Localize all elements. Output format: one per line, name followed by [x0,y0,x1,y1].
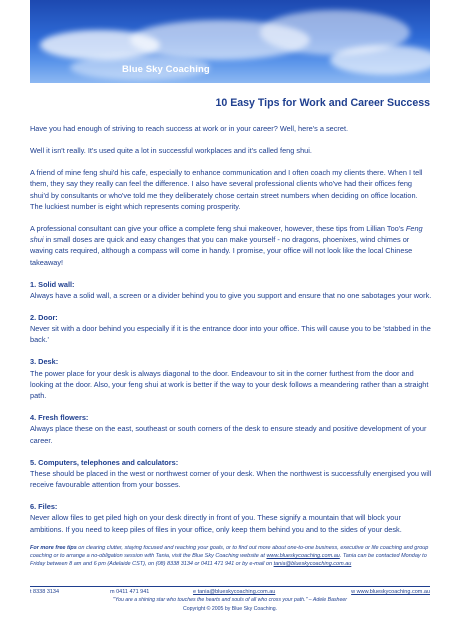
email-link[interactable]: tania@blueskycoaching.com.au [273,560,352,567]
tip-title: 3. Desk: [30,357,59,367]
intro-paragraph: Have you had enough of striving to reach success at work or in your career? Well, here's a secret. [30,124,349,133]
tip-item [30,356,432,401]
footer-text: . Tania can be contacted Monday to Friday between 8 am and 6 pm (Adelaide CST), on (08) 8338 3134 or 0411 471 941 or by e-mail on [30,552,427,567]
brand-title: Blue Sky Coaching [122,64,210,75]
tip-item [30,312,432,346]
tip-title: 1. Solid wall: [30,279,75,289]
mobile-number: m 0411 471 941 [110,589,150,595]
footer-lead: For more free tips [30,545,77,551]
consultant-text: A professional consultant can give your office a complete feng shui makeover, however, these tips from Lillian Too's [30,223,406,233]
tip-text: These should be placed in the west or northwest corner of your desk. When the northwest is successfully energised you will receive favourable attention from your bosses. [30,468,432,489]
consultant-text: in small doses are quick and easy changes that you can make yourself - no dragons, phoenixes, wind chimes or waving cats required, although a compass will come in handy. I promise, your office will not look like the local Chinese takeaway! [30,235,413,267]
tip-title: 5. Computers, telephones and calculators: [30,457,179,467]
tip-text: Never allow files to get piled high on your desk directly in front of you. These signify a mountain that will block your ambitions. If you need to keep piles of files in your office, only keep them behind you and to the sides of your desk. [30,513,402,534]
tip-item [30,501,432,535]
tip-title: 2. Door: [30,312,58,322]
divider [30,586,430,587]
tip-title: 6. Files: [30,502,58,512]
article-body [30,123,432,546]
tip-item [30,412,432,446]
website-link[interactable]: www.blueskycoaching.com.au [266,552,340,559]
tip-title: 4. Fresh flowers: [30,413,89,423]
copyright: Copyright © 2005 by Blue Sky Coaching. [182,606,278,612]
footer-note [30,545,430,569]
cloud-decoration [330,45,430,75]
intro-paragraph: A friend of mine feng shui'd his cafe, especially to enhance communication and I often coach my clients there. When I tell them, they say they really can feel the difference. I also have several professional clients who've had their offices feng shui'd by consultants or who've told me they deliberately chose certain street numbers when deciding on office location. The luckiest number is eight which represents coming prosperity. [30,168,423,211]
tip-text: Always have a solid wall, a screen or a divider behind you to give you support and ensure that no one sabotages your work. [30,290,432,300]
tip-item [30,279,432,301]
quote: "You are a shining star who touches the hearts and souls of all who cross your path." – Adele Basheer [113,597,347,603]
intro-paragraph: Well it isn't really. It's used quite a lot in successful workplaces and it's called feng shui. [30,146,312,156]
contact-email[interactable]: e tania@blueskycoaching.com.au [193,589,276,595]
tip-text: Always place these on the east, southeast or south corners of the desk to ensure steady and positive development of your career. [30,424,427,445]
tip-item [30,457,432,491]
book-title: Feng shui [30,223,423,245]
contact-website[interactable]: w www.blueskycoaching.com.au [351,589,430,595]
header-banner [30,0,430,83]
page-title: 10 Easy Tips for Work and Career Success [215,97,430,109]
tip-text: The power place for your desk is always diagonal to the door. Endeavour to sit in the corner furthest from the door and looking at the door. Also, your feng shui at work is better if the way to your desk follows a meandering rather than a straight path. [30,368,429,400]
tip-text: Never sit with a door behind you especially if it is the entrance door into your office. This will cause you to be 'stabbed in the back.' [30,324,431,345]
consultant-paragraph [30,223,432,268]
phone-number: t 8338 3134 [30,589,60,595]
footer-text: on clearing clutter, staying focused and reaching your goals, or to find out more about one-to-one business, executive or life coaching and group coaching or to arrange a no-obligation session with Tania, visit the Blue Sky Coaching website at [30,545,429,559]
